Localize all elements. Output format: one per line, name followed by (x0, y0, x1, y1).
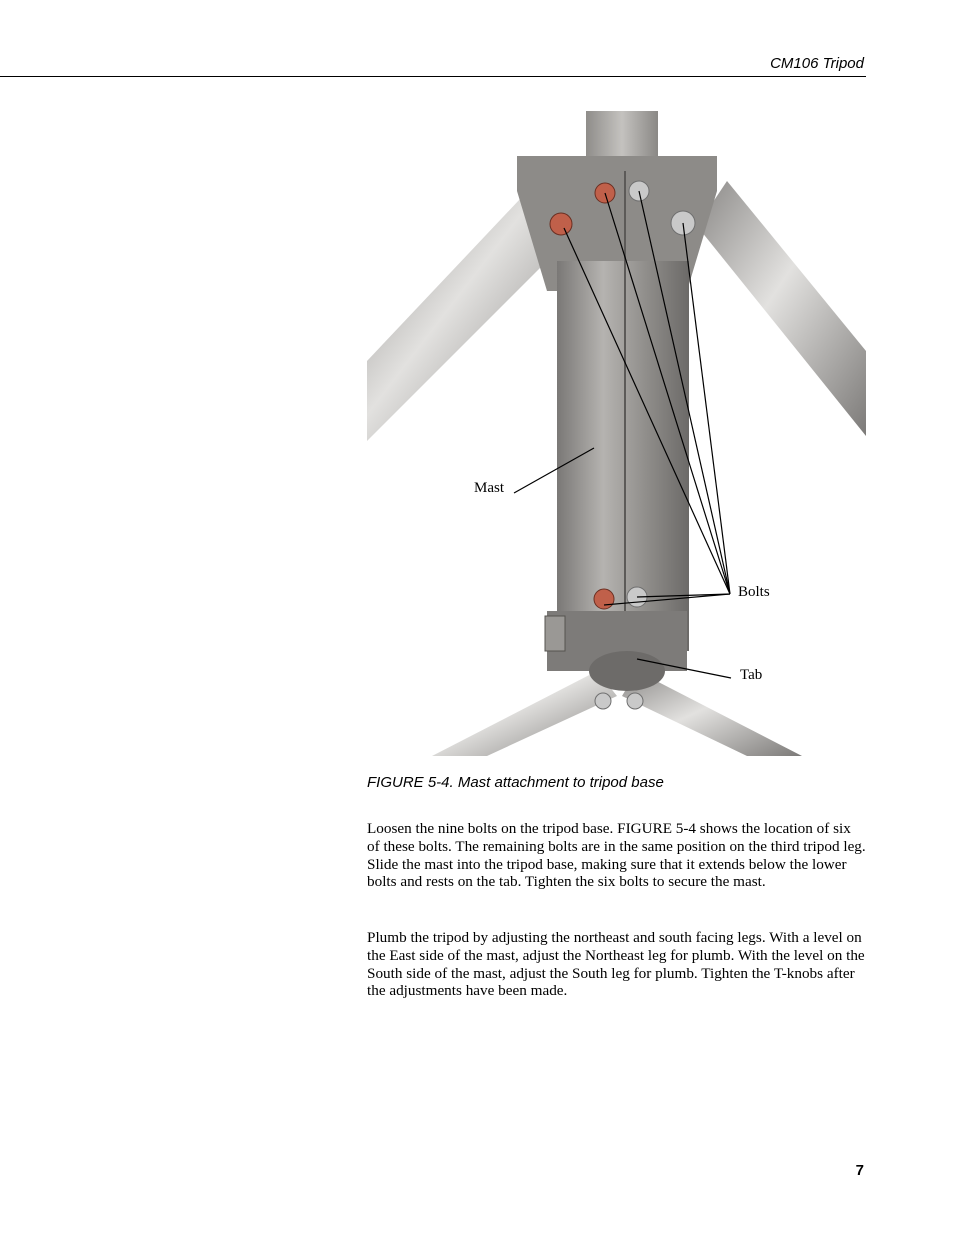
lower-left-leg (432, 671, 617, 756)
bolts-label: Bolts (738, 584, 770, 600)
header-rule (0, 76, 866, 77)
mast-base (589, 651, 665, 691)
upper-right-leg (697, 181, 866, 436)
page-number: 7 (855, 1162, 864, 1179)
running-header-title: CM106 Tripod (770, 55, 864, 72)
tripod-illustration (367, 111, 866, 756)
mast-sleeve (557, 261, 689, 651)
mast-label: Mast (474, 480, 504, 496)
paragraph-loosen-bolts: Loosen the nine bolts on the tripod base. FIGURE 5-4 shows the location of six of these bolts. The remaining bolts are in the same position on the third tripod leg. Slide the mast into the tripod base, making sure that it extends below the lower bolts and rests on the tab. Tighten the six bolts to secure the mast. (367, 820, 866, 891)
figure-caption: FIGURE 5-4. Mast attachment to tripod base (367, 774, 664, 791)
tab-plate (545, 616, 565, 651)
figure-mast-attachment (367, 111, 866, 756)
tab-label: Tab (740, 667, 763, 683)
paragraph-plumb-tripod: Plumb the tripod by adjusting the northeast and south facing legs. With a level on the East side of the mast, adjust the Northeast leg for plumb. With the level on the South side of the mast, adjust the South leg for plumb. Tighten the T-knobs after the adjustments have been made. (367, 929, 865, 1000)
